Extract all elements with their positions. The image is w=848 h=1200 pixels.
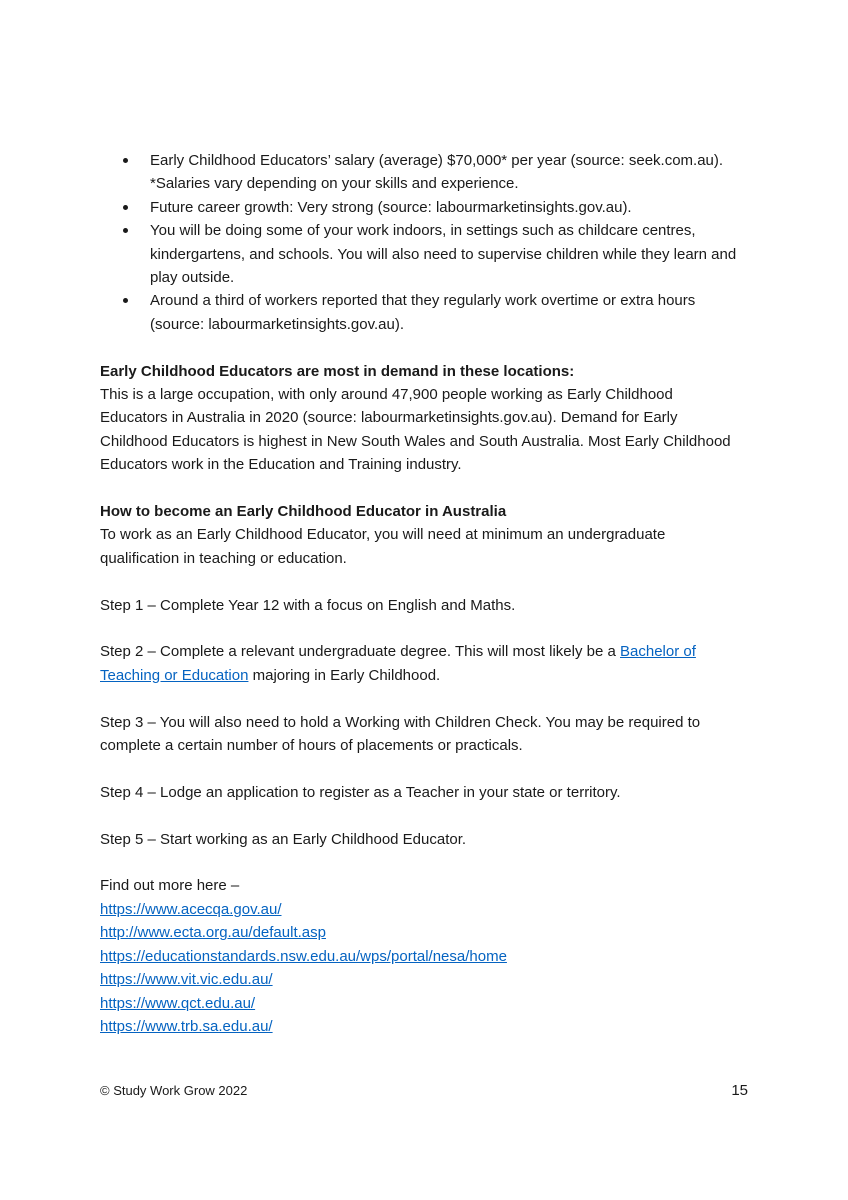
list-item-career-growth bbox=[100, 196, 760, 219]
page-footer bbox=[100, 1082, 748, 1099]
resource-links bbox=[100, 898, 760, 1038]
link-item bbox=[100, 898, 760, 921]
bullet-icon bbox=[123, 158, 128, 163]
work-settings-line-3: play outside. bbox=[150, 269, 235, 287]
vit-link[interactable]: https://www.vit.vic.edu.au/ bbox=[100, 971, 273, 989]
bullet-icon bbox=[123, 228, 128, 233]
find-out-more-label: Find out more here – bbox=[100, 877, 240, 895]
link-item bbox=[100, 921, 760, 944]
step-2-text-after: majoring in Early Childhood. bbox=[248, 666, 441, 684]
page-number: 15 bbox=[731, 1082, 748, 1099]
demand-line-1: This is a large occupation, with only around 47,900 people working as Early Childhood bbox=[100, 386, 673, 404]
how-to-become-heading: How to become an Early Childhood Educator in Australia bbox=[100, 503, 507, 521]
how-to-become-paragraph bbox=[100, 523, 760, 570]
acecqa-link[interactable]: https://www.acecqa.gov.au/ bbox=[100, 900, 282, 918]
step-3 bbox=[100, 711, 760, 758]
overtime-line-2: (source: labourmarketinsights.gov.au). bbox=[150, 315, 405, 333]
bullet-icon bbox=[123, 205, 128, 210]
demand-line-3: Childhood Educators is highest in New South Wales and South Australia. Most Early Childhood bbox=[100, 432, 731, 450]
career-growth-line-1: Future career growth: Very strong (source: labourmarketinsights.gov.au). bbox=[150, 198, 632, 216]
list-item-salary bbox=[100, 149, 760, 196]
find-out-more bbox=[100, 874, 760, 1038]
career-facts-list bbox=[100, 149, 760, 336]
step-3-line-2: complete a certain number of hours of placements or practicals. bbox=[100, 737, 523, 755]
nesa-link[interactable]: https://educationstandards.nsw.edu.au/wps/portal/nesa/home bbox=[100, 947, 507, 965]
step-2 bbox=[100, 640, 760, 687]
become-line-1: To work as an Early Childhood Educator, you will need at minimum an undergraduate bbox=[100, 526, 666, 544]
ecta-link[interactable]: http://www.ecta.org.au/default.asp bbox=[100, 924, 326, 942]
bachelor-link-line-1[interactable]: Bachelor of bbox=[620, 643, 696, 661]
salary-line-1: Early Childhood Educators’ salary (average) $70,000* per year (source: seek.com.au). bbox=[150, 152, 724, 169]
link-item bbox=[100, 992, 760, 1015]
demand-paragraph bbox=[100, 383, 760, 477]
trb-link[interactable]: https://www.trb.sa.edu.au/ bbox=[100, 1017, 273, 1035]
page-content bbox=[100, 149, 760, 1038]
link-item bbox=[100, 945, 760, 968]
qct-link[interactable]: https://www.qct.edu.au/ bbox=[100, 994, 256, 1012]
list-item-work-settings bbox=[100, 219, 760, 289]
copyright-text: © Study Work Grow 2022 bbox=[100, 1083, 248, 1098]
how-to-become-section bbox=[100, 500, 760, 570]
step-3-line-1: Step 3 – You will also need to hold a Working with Children Check. You may be required to bbox=[100, 713, 701, 731]
bullet-icon bbox=[123, 298, 128, 303]
become-line-2: qualification in teaching or education. bbox=[100, 549, 347, 567]
step-4: Step 4 – Lodge an application to register as a Teacher in your state or territory. bbox=[100, 783, 621, 801]
salary-line-2: *Salaries vary depending on your skills and experience. bbox=[150, 175, 519, 193]
work-settings-line-2: kindergartens, and schools. You will also need to supervise children while they learn and bbox=[150, 245, 737, 263]
demand-line-4: Educators work in the Education and Training industry. bbox=[100, 456, 462, 474]
overtime-line-1: Around a third of workers reported that they regularly work overtime or extra hours bbox=[150, 292, 696, 310]
demand-heading: Early Childhood Educators are most in demand in these locations: bbox=[100, 362, 575, 380]
bachelor-link-line-2[interactable]: Teaching or Education bbox=[100, 666, 249, 684]
list-item-overtime bbox=[100, 289, 760, 336]
step-2-text: Step 2 – Complete a relevant undergraduate degree. This will most likely be a bbox=[100, 643, 621, 661]
work-settings-line-1: You will be doing some of your work indoors, in settings such as childcare centres, bbox=[150, 222, 696, 240]
link-item bbox=[100, 968, 760, 991]
step-5: Step 5 – Start working as an Early Childhood Educator. bbox=[100, 830, 467, 848]
step-1: Step 1 – Complete Year 12 with a focus on English and Maths. bbox=[100, 596, 516, 614]
link-item bbox=[100, 1015, 760, 1038]
demand-section bbox=[100, 360, 760, 477]
demand-line-2: Educators in Australia in 2020 (source: labourmarketinsights.gov.au). Demand for Early bbox=[100, 409, 678, 427]
